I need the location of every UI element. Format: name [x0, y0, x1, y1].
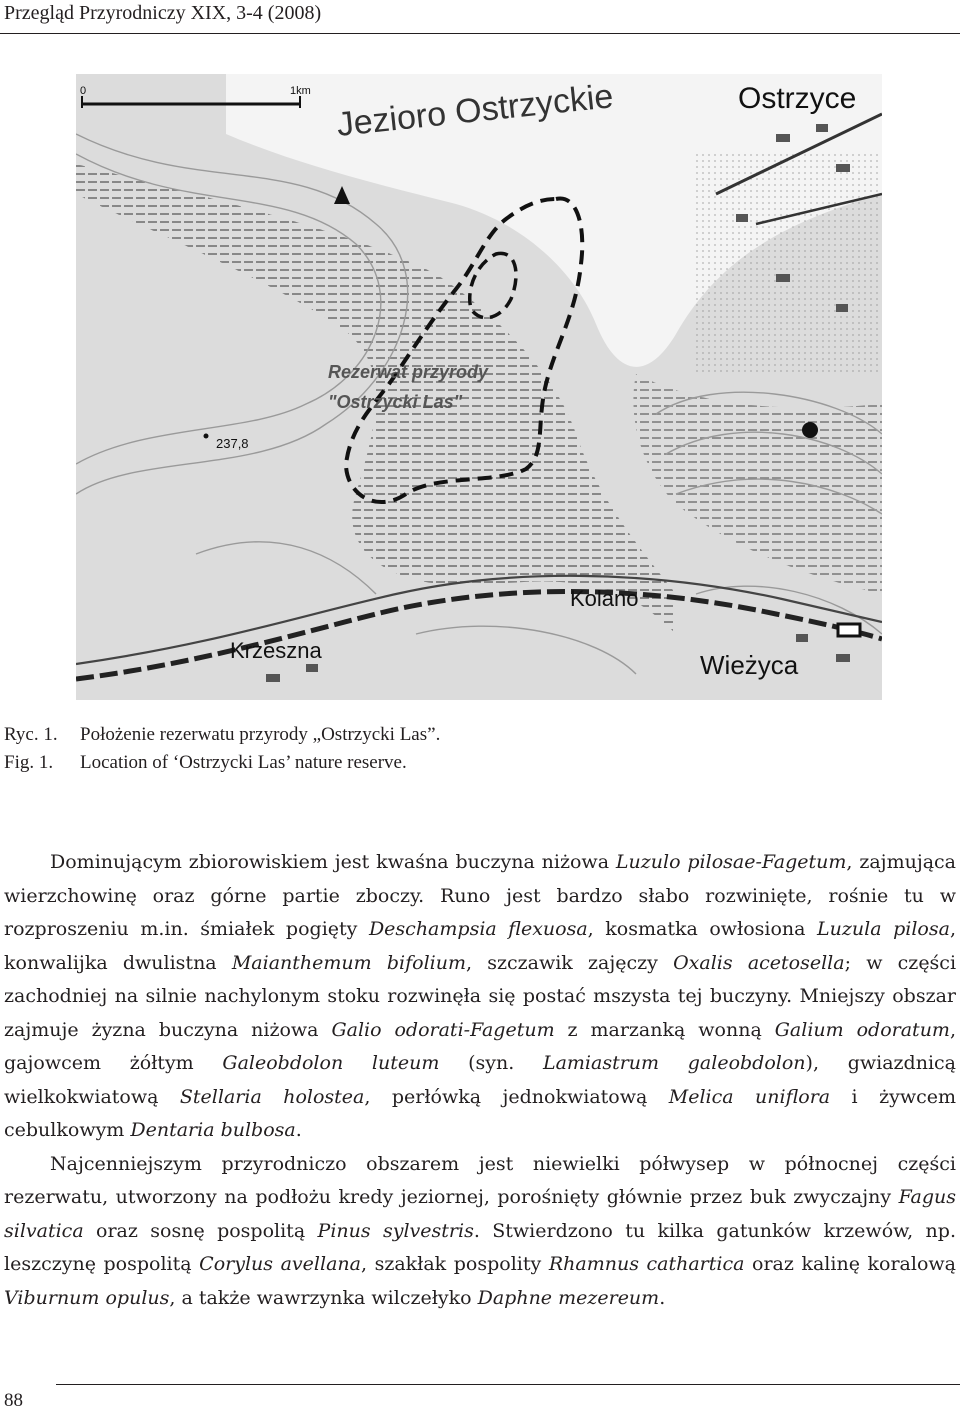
- text-run: , perłówką jednokwiatową: [364, 1085, 669, 1108]
- text-run: . Stwierdzono tu kilka gatunków krzewów, np. leszczynę pospolitą: [4, 1219, 956, 1275]
- article-body: [4, 846, 956, 1315]
- species-name: Corylus avellana: [199, 1253, 361, 1275]
- species-name: Luzulo pilosae-Fagetum: [615, 851, 847, 873]
- species-name: Galium odoratum: [774, 1018, 950, 1041]
- species-name: Luzula pilosa: [817, 918, 950, 940]
- dotted-settlement-area: [696, 154, 882, 374]
- species-name: Lamiastrum galeobdolon: [542, 1052, 806, 1074]
- caption-text-english: Location of ‘Ostrzycki Las’ nature reserve.: [80, 752, 407, 773]
- text-run: Dominującym zbiorowiskiem jest kwaśna buczyna niżowa: [50, 851, 616, 873]
- species-name: Oxalis acetosella: [673, 951, 845, 974]
- krzeszna-label: Krzeszna: [230, 638, 322, 663]
- text-run: z marzanką wonną: [554, 1018, 775, 1041]
- text-run: Najcenniejszym przyrodniczo obszarem jest niewielki półwysep w północnej części rezerwatu, utworzony na podłożu kredy jeziornej, porośnięty głównie przez buk zwyczajny: [4, 1152, 956, 1208]
- species-name: Pinus sylvestris: [317, 1219, 474, 1242]
- species-name: Galio odorati-Fagetum: [331, 1018, 555, 1041]
- elevation-label: 237,8: [216, 436, 249, 451]
- text-run: ), gwiazdnicą wielkokwiatową: [4, 1052, 956, 1108]
- journal-title: Przegląd Przyrodniczy XIX, 3-4 (2008): [4, 2, 322, 24]
- species-name: Maianthemum bifolium: [231, 951, 466, 974]
- text-run: , szczawik zajęczy: [465, 951, 674, 974]
- caption-label-english: Fig. 1.: [4, 752, 54, 773]
- text-run: , zajmująca wierzchowinę oraz górne partie zboczy. Runo jest bardzo słabo rozwinięte, rośnie tu w rozproszeniu m.in. śmiałek pogięty: [4, 851, 957, 940]
- footer-rule: [56, 1384, 960, 1385]
- ostrzyce-label: Ostrzyce: [738, 82, 857, 115]
- species-name: Stellaria holostea: [179, 1085, 365, 1108]
- species-name: Fagus silvatica: [4, 1186, 956, 1242]
- species-name: Rhamnus cathartica: [548, 1253, 745, 1275]
- text-run: , szakłak pospolity: [360, 1253, 549, 1275]
- species-name: Melica uniflora: [668, 1085, 831, 1108]
- text-run: oraz sosnę pospolitą: [83, 1219, 318, 1242]
- caption-label-polish: Ryc. 1.: [4, 724, 58, 745]
- text-run: , a także wawrzynka wilczełyko: [169, 1286, 478, 1309]
- text-run: , konwalijka dwulistna: [4, 918, 956, 974]
- species-name: Viburnum opulus: [4, 1286, 170, 1309]
- text-run: .: [295, 1119, 302, 1141]
- paragraph-1: [4, 846, 956, 1148]
- elevation-point-icon: [204, 434, 209, 439]
- text-run: .: [659, 1286, 666, 1309]
- page-number: 88: [4, 1390, 23, 1411]
- scale-end-label: 1km: [290, 85, 311, 97]
- species-name: Daphne mezereum: [477, 1286, 660, 1309]
- text-run: , kosmatka owłosiona: [587, 918, 818, 940]
- running-header: [0, 0, 960, 34]
- reserve-label-line1: Rezerwat przyrody: [328, 362, 489, 382]
- text-run: (syn.: [439, 1052, 543, 1074]
- caption-text-polish: Położenie rezerwatu przyrody „Ostrzycki Las”.: [80, 724, 441, 745]
- reserve-location-map: [76, 74, 882, 700]
- species-name: Galeobdolon luteum: [222, 1052, 440, 1074]
- species-name: Dentaria bulbosa: [130, 1119, 296, 1141]
- figure-caption-english: [4, 752, 407, 774]
- text-run: , gajowcem żółtym: [4, 1018, 956, 1074]
- figure-caption-polish: [4, 724, 440, 746]
- reserve-label-line2: "Ostrzycki Las": [328, 392, 463, 412]
- kolano-label: Kolano: [570, 586, 639, 611]
- species-name: Deschampsia flexuosa: [368, 918, 588, 940]
- forester-lodge-icon: [802, 422, 818, 438]
- paragraph-2: [4, 1148, 956, 1316]
- lake-label: Jezioro Ostrzyckie: [334, 77, 616, 144]
- scale-start-label: 0: [80, 85, 87, 97]
- text-run: ; w części zachodniej na silnie nachylonym stoku rozwinęła się postać mszysta tej buczyny. Mniejszy obszar zajmuje żyzna buczyna niżowa: [4, 951, 957, 1041]
- text-run: i żywcem cebulkowym: [4, 1085, 956, 1141]
- railway-station-icon: [838, 624, 860, 636]
- wiezyca-label: Wieżyca: [700, 650, 799, 680]
- text-run: oraz kalinę koralową: [744, 1253, 956, 1275]
